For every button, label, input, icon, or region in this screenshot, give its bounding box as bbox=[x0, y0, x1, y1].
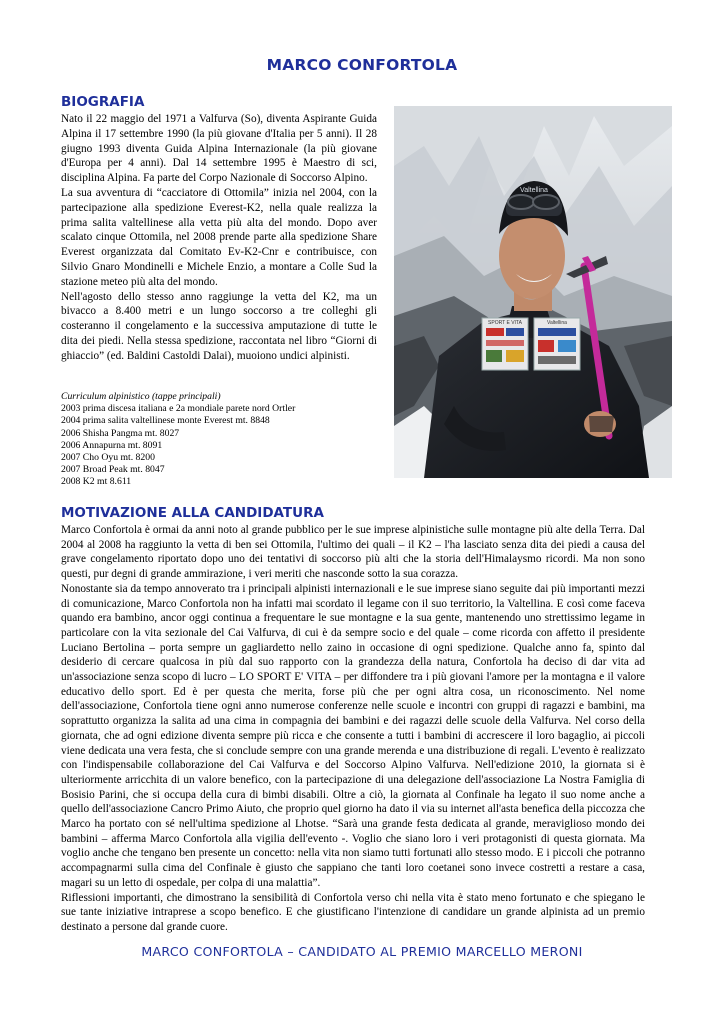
curriculum-item: 2007 Broad Peak mt. 8047 bbox=[61, 464, 165, 476]
biografia-paragraph: La sua avventura di “cacciatore di Ottomila” inizia nel 2004, con la partecipazione alla spedizione Everest-K2, nella quale realizza la prima salita valtellinese alla vetta più alta del mondo. Dopo aver scalato cinque Ottomila, nel 2008 prende parte alla spedizione Share Everest organizzata dal Comitato Ev-K2-Cnr e contribuisce, con Silvio Gnaro Mondinelli e Michele Enzio, a montare a Colle Sud la stazione meteo più alta del mondo. bbox=[61, 186, 377, 288]
jacket-badge: SPORT E VITA bbox=[488, 320, 522, 326]
jacket-badge: Valtellina bbox=[547, 320, 567, 326]
cap-text: Valtellina bbox=[520, 187, 548, 194]
motivazione-text bbox=[61, 523, 645, 935]
curriculum-label: Curriculum alpinistico (tappe principali) bbox=[61, 391, 221, 402]
page-title: MARCO CONFORTOLA bbox=[266, 56, 458, 74]
curriculum-item: 2006 Shisha Pangma mt. 8027 bbox=[61, 427, 180, 439]
curriculum-item: 2004 prima salita valtellinese monte Everest mt. 8848 bbox=[61, 415, 270, 427]
curriculum-item: 2008 K2 mt 8.611 bbox=[61, 476, 132, 488]
portrait-photo bbox=[394, 106, 672, 478]
portrait-illustration bbox=[394, 106, 672, 478]
curriculum-item: 2003 prima discesa italiana e 2a mondiale parete nord Ortler bbox=[61, 403, 296, 415]
biografia-heading: BIOGRAFIA bbox=[61, 94, 145, 110]
biografia-paragraph: Nato il 22 maggio del 1971 a Valfurva (So), diventa Aspirante Guida Alpina il 17 settembre 1990 (la più giovane d'Italia per 5 anni). Il 28 giugno 1993 diventa Guida Alpina Internazionale (la più giovane d'Europa per 4 anni). Dal 14 settembre 1995 è Maestro di sci, disciplina Alpina. Fa parte del Corpo Nazionale di Soccorso Alpino. bbox=[61, 113, 377, 185]
curriculum-item: 2006 Annapurna mt. 8091 bbox=[61, 439, 163, 451]
motivazione-heading: MOTIVAZIONE ALLA CANDIDATURA bbox=[61, 505, 324, 521]
motivazione-paragraph: Riflessioni importanti, che dimostrano la sensibilità di Confortola verso chi nella vita è stato meno fortunato e che spiegano le sue tante iniziative intraprese a scopo benefico. E che giustificano l'intenzione di candidare un grande alpinista ad un premio destinato a persone dal grande cuore. bbox=[61, 891, 645, 933]
curriculum-item: 2007 Cho Oyu mt. 8200 bbox=[61, 452, 155, 464]
footer-caption: MARCO CONFORTOLA – CANDIDATO AL PREMIO MARCELLO MERONI bbox=[141, 944, 583, 959]
biografia-paragraph: Nell'agosto dello stesso anno raggiunge la vetta del K2, ma un bivacco a 8.400 metri e un lungo soccorso a tre colleghi gli costeranno il congelamento e la successiva amputazione di tutte le dita dei piedi. Nella stessa spedizione, raccontata nel libro “Giorni di ghiaccio” (ed. Baldini Castoldi Dalai), muoiono undici alpinisti. bbox=[61, 290, 377, 362]
motivazione-paragraph: Marco Confortola è ormai da anni noto al grande pubblico per le sue imprese alpinistiche sulle montagne più alte della Terra. Dal 2004 al 2008 ha raggiunto la vetta di ben sei Ottomila, l'ultimo dei quali – il K2 – l'ha lasciato senza dita dei piedi a causa del grave congelamento riportato dopo uno dei tentativi di soccorso più alti che la storia dell'Himalaysmo ricordi. Ma non sono questi, pur degni di grande ammirazione, i veri meriti che nasconde sotto la sua corazza. bbox=[61, 524, 645, 581]
motivazione-paragraph: Nonostante sia da tempo annoverato tra i principali alpinisti internazionali e le sue imprese siano seguite dai più importanti mezzi di comunicazione, Marco Confortola non ha infatti mai scordato il legame con il suo territorio, la Valtellina. E così come faceva quando era bambino, ancor oggi continua a frequentare le sue montagne e la sua gente, mantenendo uno strettissimo legame in particolare con la vita sezionale del Cai Valfurva, di cui è da sempre socio e del quale – come ricorda con affetto il presidente Luciano Bertolina – porta sempre un gagliardetto nello zaino in occasione di ogni spedizione. Qualche anno fa, spinto dal desiderio di cercare qualcosa in più dal suo rapporto con la grandezza della natura, Confortola ha deciso di dar vita ad un'associazione senza scopo di lucro – LO SPORT E' VITA – per diffondere tra i più giovani l'amore per la montagna e il valore educativo dello sport. Ed è per questa che merita, forse più che per ogni altra cosa, un riconoscimento. Nel nome dell'associazione, Confortola tiene ogni anno numerose conferenze nelle scuole e incontri con gruppi di ragazzi e bambini, ma soprattutto organizza la salita ad una cima in compagnia dei bambini e dei ragazzi delle scuole della Valfurva. Nel corso della giornata, che ad ogni edizione diventa sempre più ricca e che consente a tutti i bambini di accrescere il loro bagaglio, ai piccoli viene dedicata una vera festa, che si conclude sempre con una grande merenda e una distribuzione di regali. L'evento è realizzato con l'indispensabile collaborazione del Cai Valfurva e del Soccorso Alpino Valfurva. Nell'edizione 2010, la giornata si è ulteriormente arricchita di un valore benefico, con la partecipazione di una delegazione dell'associazione La Nostra Famiglia di Bosisio Parini, che si occupa della cura di bimbi disabili. Oltre a ciò, la giornata al Confinale ha legato il suo nome anche a quello dell'associazione Cancro Primo Aiuto, che proprio quel giorno ha dato il via su internet all'asta benefica della piccozza che Marco ha portato con sé nell'ultima spedizione al Lhotse. “Sarà una grande festa dedicata al grande, meraviglioso mondo dei bambini – afferma Marco Confortola alla vigilia dell'evento -. Voglio che siano loro i veri protagonisti di questa giornata. Ma voglio anche che tengano ben presente un concetto: nella vita non siamo tutti fortunati allo stesso modo. E i piccoli che potranno accompagnarmi sulla cima del Confinale è giusto che sappiano che tanti loro coetanei sono invece costretti a restare a casa, magari su un letto di ospedale, per colpa di una malattia”. bbox=[61, 582, 645, 889]
curriculum-list bbox=[61, 391, 381, 489]
biografia-text bbox=[61, 112, 377, 364]
